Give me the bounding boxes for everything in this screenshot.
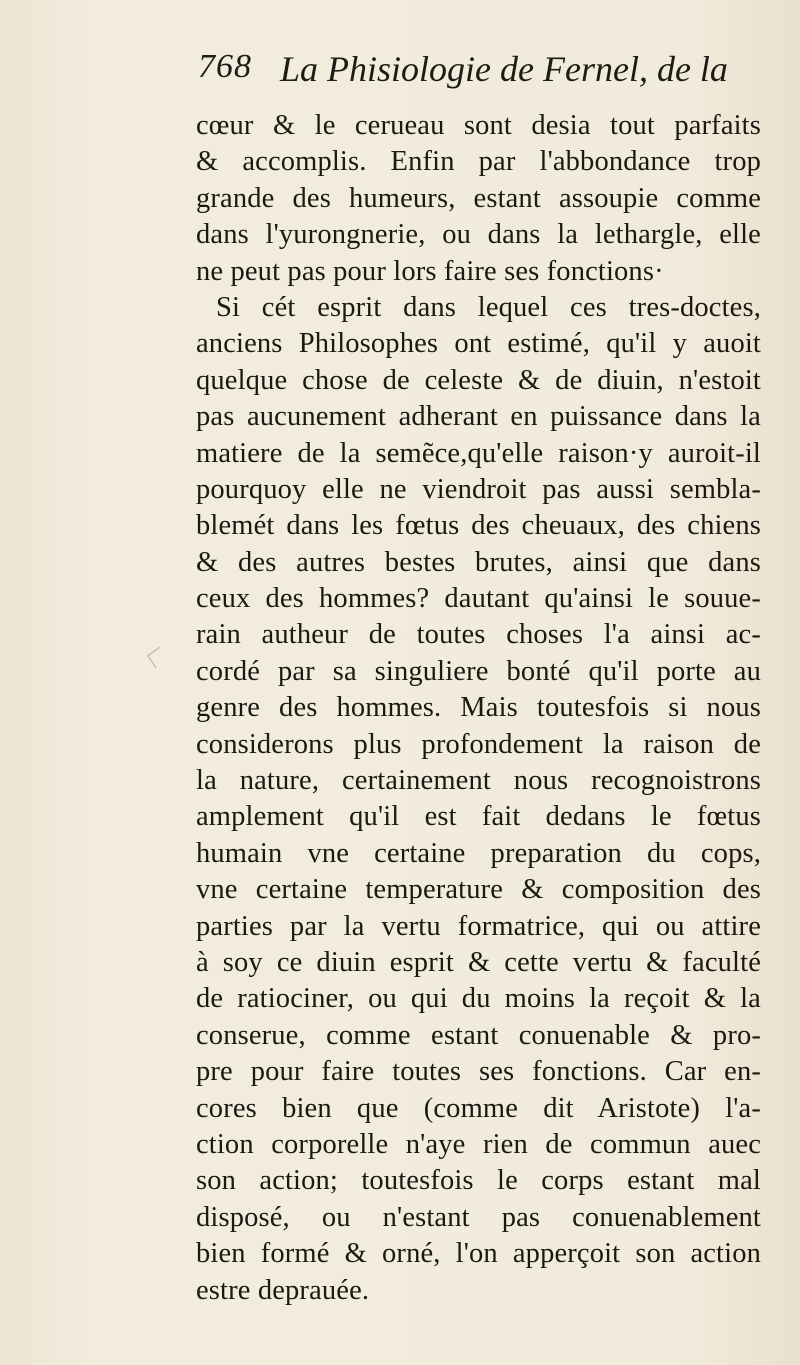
text-line: grande des humeurs, estant assoupie comme	[196, 182, 761, 214]
text-line: quelque chose de celeste & de diuin, n'estoit	[196, 364, 761, 396]
text-line: amplement qu'il est fait dedans le fœtus	[196, 801, 761, 833]
text-line: genre des hommes. Mais toutesfois si nous	[196, 692, 761, 724]
text-line: ne peut pas pour lors faire ses fonctions·	[196, 255, 664, 287]
text-line: pourquoy elle ne viendroit pas aussi sembla-	[196, 473, 761, 505]
text-line: disposé, ou n'estant pas conuenablement	[196, 1201, 761, 1233]
text-line: conserue, comme estant conuenable & pro-	[196, 1019, 761, 1051]
text-line: estre deprauée.	[196, 1274, 370, 1306]
text-line: cœur & le cerueau sont desia tout parfaits	[196, 110, 761, 141]
text-line: & accomplis. Enfin par l'abbondance trop	[196, 146, 761, 178]
text-line: à soy ce diuin esprit & cette vertu & faculté	[196, 946, 761, 978]
text-line: blemét dans les fœtus des cheuaux, des chiens	[196, 510, 761, 542]
text-line: ceux des hommes? dautant qu'ainsi le souue-	[196, 583, 761, 615]
text-line: anciens Philosophes ont estimé, qu'il y auoit	[196, 328, 761, 360]
text-line: considerons plus profondement la raison de	[196, 728, 761, 760]
text-line: cores bien que (comme dit Aristote) l'a-	[196, 1092, 761, 1124]
text-line: parties par la vertu formatrice, qui ou attire	[196, 910, 761, 942]
text-line: cordé par sa singuliere bonté qu'il porte au	[196, 655, 761, 687]
text-line: pas aucunement adherant en puissance dans la	[196, 401, 761, 433]
body-text	[196, 108, 761, 1309]
text-line: dans l'yurongnerie, ou dans la lethargle, elle	[196, 219, 761, 251]
page-header	[198, 48, 758, 102]
text-line: humain vne certaine preparation du cops,	[196, 837, 761, 869]
text-line: bien formé & orné, l'on apperçoit son action	[196, 1238, 761, 1270]
text-line: & des autres bestes brutes, ainsi que dans	[196, 546, 761, 578]
running-title: La Phisiologie de Fernel, de la	[280, 49, 728, 89]
text-line: la nature, certainement nous recognoistrons	[196, 765, 761, 797]
text-line: Si cét esprit dans lequel ces tres-doctes,	[216, 291, 761, 323]
text-line: ction corporelle n'aye rien de commun auec	[196, 1128, 761, 1160]
text-line: pre pour faire toutes ses fonctions. Car en-	[196, 1056, 761, 1088]
text-line: vne certaine temperature & composition des	[196, 874, 761, 906]
text-line: de ratiociner, ou qui du moins la reçoit & la	[196, 983, 761, 1015]
text-line: matiere de la semẽce,qu'elle raison·y auroit-il	[196, 437, 761, 469]
page-number: 768	[198, 48, 252, 85]
text-line: son action; toutesfois le corps estant mal	[196, 1165, 761, 1197]
margin-mark	[147, 647, 168, 668]
text-line: rain autheur de toutes choses l'a ainsi ac-	[196, 619, 761, 651]
